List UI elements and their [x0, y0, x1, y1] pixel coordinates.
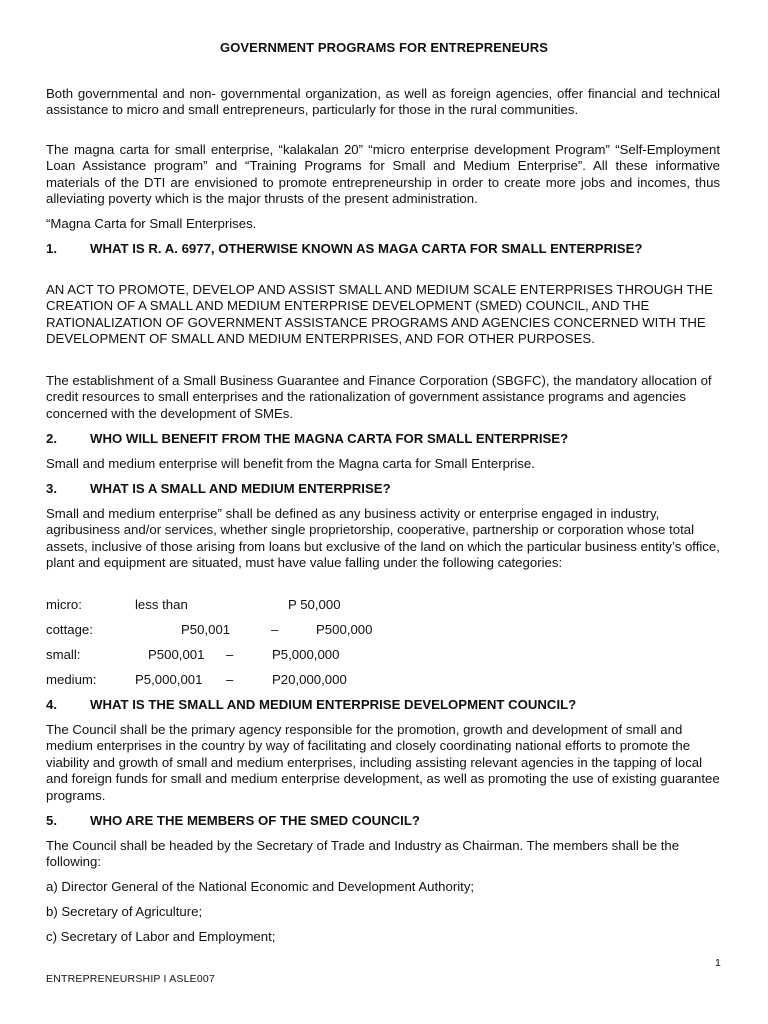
- category-dash: –: [226, 672, 234, 687]
- category-high: P20,000,000: [272, 672, 347, 687]
- question-2-number: 2.: [46, 431, 57, 446]
- question-4-number: 4.: [46, 697, 57, 712]
- question-4-text: WHAT IS THE SMALL AND MEDIUM ENTERPRISE DEVELOPMENT COUNCIL?: [90, 697, 577, 712]
- page-footer: ENTREPRENEURSHIP I ASLE007: [46, 973, 215, 985]
- question-3-text: WHAT IS A SMALL AND MEDIUM ENTERPRISE?: [90, 481, 391, 496]
- category-label: cottage:: [46, 622, 93, 637]
- question-5-heading: [46, 813, 720, 829]
- category-label: medium:: [46, 672, 97, 687]
- member-item: a) Director General of the National Economic and Development Authority;: [46, 879, 475, 894]
- category-low: P5,000,001: [135, 672, 203, 687]
- question-1-number: 1.: [46, 241, 57, 256]
- category-high: P500,000: [316, 622, 373, 637]
- intro-paragraph-1: Both governmental and non- governmental organization, as well as foreign agencies, offer financial and technical assistance to micro and small entrepreneurs, particularly for those in the rural communities.: [46, 86, 720, 118]
- intro-paragraph-2: The magna carta for small enterprise, “kalakalan 20” “micro enterprise development Program” “Self-Employment Loan Assistance program” and “Training Programs for Small and Medium Enterprise”. All these informative materials of the DTI are envisioned to promote entrepreneurship in order to create more jobs and incomes, thus alleviating poverty which is the major thrusts of the present administration.: [46, 142, 720, 207]
- member-item: c) Secretary of Labor and Employment;: [46, 929, 276, 944]
- answer-4-paragraph: The Council shall be the primary agency responsible for the promotion, growth and development of small and medium enterprises in the country by way of facilitating and closely coordinating national efforts to promote the viability and growth of small and medium enterprises, including assisting relevant agencies in the tapping of local and foreign funds for small and medium enterprise development, as well as promoting the use of existing guarantee programs.: [46, 722, 720, 803]
- answer-1-paragraph-1: AN ACT TO PROMOTE, DEVELOP AND ASSIST SMALL AND MEDIUM SCALE ENTERPRISES THROUGH THE CREATION OF A SMALL AND MEDIUM ENTERPRISE DEVELOPMENT (SMED) COUNCIL, AND THE RATIONALIZATION OF GOVERNMENT ASSISTANCE PROGRAMS AND AGENCIES CONCERNED WITH THE DEVELOPMENT OF SMALL AND MEDIUM ENTERPRISES, AND FOR OTHER PURPOSES.: [46, 282, 713, 347]
- category-label: micro:: [46, 597, 82, 612]
- answer-1-paragraph-2: The establishment of a Small Business Guarantee and Finance Corporation (SBGFC), the mandatory allocation of credit resources to small enterprises and the rationalization of government assistance programs and agencies concerned with the development of SMEs.: [46, 373, 712, 421]
- intro-paragraph-3: “Magna Carta for Small Enterprises.: [46, 216, 257, 231]
- question-1-text: WHAT IS R. A. 6977, OTHERWISE KNOWN AS MAGA CARTA FOR SMALL ENTERPRISE?: [90, 241, 643, 256]
- page-number: 1: [715, 957, 721, 969]
- question-4-heading: [46, 697, 720, 713]
- question-3-heading: [46, 481, 720, 497]
- answer-3-paragraph: Small and medium enterprise” shall be defined as any business activity or enterprise engaged in industry, agribusiness and/or services, whether single proprietorship, cooperative, partnership or corporation whose total assets, inclusive of those arising from loans but exclusive of the land on which the particular business entity’s office, plant and equipment are situated, must have value falling under the following categories:: [46, 506, 720, 571]
- category-high: P5,000,000: [272, 647, 340, 662]
- answer-5-paragraph: The Council shall be headed by the Secretary of Trade and Industry as Chairman. The members shall be the following:: [46, 838, 680, 870]
- category-label: small:: [46, 647, 81, 662]
- question-3-number: 3.: [46, 481, 57, 496]
- category-value: P 50,000: [288, 597, 341, 612]
- category-low: P50,001: [181, 622, 231, 637]
- question-5-text: WHO ARE THE MEMBERS OF THE SMED COUNCIL?: [90, 813, 420, 828]
- question-2-text: WHO WILL BENEFIT FROM THE MAGNA CARTA FOR SMALL ENTERPRISE?: [90, 431, 569, 446]
- category-range: less than: [135, 597, 188, 612]
- category-dash: –: [271, 622, 279, 637]
- question-2-heading: [46, 431, 720, 447]
- question-5-number: 5.: [46, 813, 57, 828]
- category-dash: –: [226, 647, 234, 662]
- answer-2-paragraph: Small and medium enterprise will benefit from the Magna carta for Small Enterprise.: [46, 456, 535, 471]
- page-title: GOVERNMENT PROGRAMS FOR ENTREPRENEURS: [219, 40, 548, 55]
- member-item: b) Secretary of Agriculture;: [46, 904, 203, 919]
- category-low: P500,001: [148, 647, 205, 662]
- question-1-heading: [46, 241, 720, 257]
